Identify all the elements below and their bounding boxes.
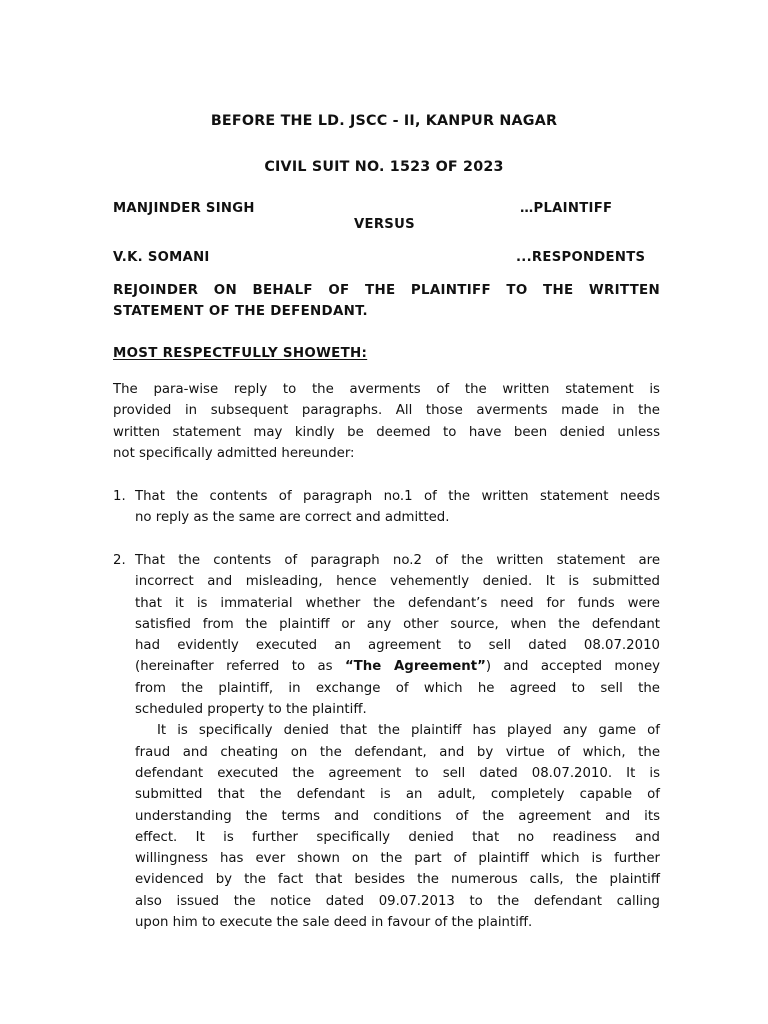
paragraph-line: It is specifically denied that the plaintiff has played any game of (157, 723, 660, 739)
paragraph-line: upon him to execute the sale deed in favour of the plaintiff. (135, 915, 533, 931)
paragraph-line: incorrect and misleading, hence vehemently denied. It is submitted (135, 574, 660, 590)
court-heading: BEFORE THE LD. JSCC - II, KANPUR NAGAR (210, 113, 558, 129)
paragraph-line: defendant executed the agreement to sell dated 08.07.2010. It is (135, 765, 660, 781)
paragraph-line: understanding the terms and conditions of the agreement and its (135, 808, 660, 824)
paragraph-line: satisfied from the plaintiff or any other source, when the defendant (135, 616, 660, 632)
paragraph-line: evidenced by the fact that besides the numerous calls, the plaintiff (135, 872, 660, 888)
paragraph-line: willingness has ever shown on the part of plaintiff which is further (135, 851, 660, 867)
paragraph-1 (135, 486, 660, 529)
title-line: STATEMENT OF THE DEFENDANT. (113, 304, 368, 320)
paragraph-number: 1. (113, 489, 126, 504)
paragraph-line: effect. It is further specifically denied that no readiness and (135, 829, 660, 845)
paragraph-line: also issued the notice dated 09.07.2013 to the defendant calling (135, 893, 660, 909)
paragraph-line: That the contents of paragraph no.2 of the written statement are (135, 553, 660, 568)
respondent-name: V.K. SOMANI (113, 250, 210, 265)
paragraph-line: from the plaintiff, in exchange of which he agreed to sell the (135, 680, 660, 696)
defined-term-agreement: “The Agreement” (344, 659, 486, 675)
paragraph-line: scheduled property to the plaintiff. (135, 702, 367, 718)
paragraph-line: fraud and cheating on the defendant, and by virtue of which, the (135, 744, 660, 760)
paragraph-line: had evidently executed an agreement to sell dated 08.07.2010 (135, 638, 660, 654)
paragraph-line: no reply as the same are correct and admitted. (135, 510, 450, 526)
intro-line: The para-wise reply to the averments of the written statement is (113, 382, 660, 397)
paragraph-line: That the contents of paragraph no.1 of the written statement needs (135, 489, 660, 504)
plaintiff-role: …PLAINTIFF (520, 201, 613, 216)
suit-number: CIVIL SUIT NO. 1523 OF 2023 (264, 159, 504, 175)
line-text: ) and accepted money (485, 659, 660, 675)
intro-paragraph (113, 379, 660, 464)
paragraph-line: submitted that the defendant is an adult, completely capable of (135, 787, 660, 803)
paragraph-line-defined-term (135, 656, 660, 677)
paragraph-line: that it is immaterial whether the defendant’s need for funds were (135, 595, 660, 611)
salutation: MOST RESPECTFULLY SHOWETH: (113, 346, 368, 361)
title-line: REJOINDER ON BEHALF OF THE PLAINTIFF TO THE WRITTEN (113, 283, 660, 298)
versus-label: VERSUS (354, 217, 415, 232)
document-title (113, 280, 660, 323)
intro-line: written statement may kindly be deemed to have been denied unless (113, 424, 660, 440)
paragraph-number: 2. (113, 553, 126, 568)
intro-line: not specifically admitted hereunder: (113, 445, 355, 461)
paragraph-2 (135, 550, 660, 933)
respondent-role: ...RESPONDENTS (516, 250, 646, 265)
intro-line: provided in subsequent paragraphs. All those averments made in the (113, 403, 660, 419)
line-text: (hereinafter referred to as (135, 659, 345, 675)
plaintiff-name: MANJINDER SINGH (113, 201, 255, 216)
